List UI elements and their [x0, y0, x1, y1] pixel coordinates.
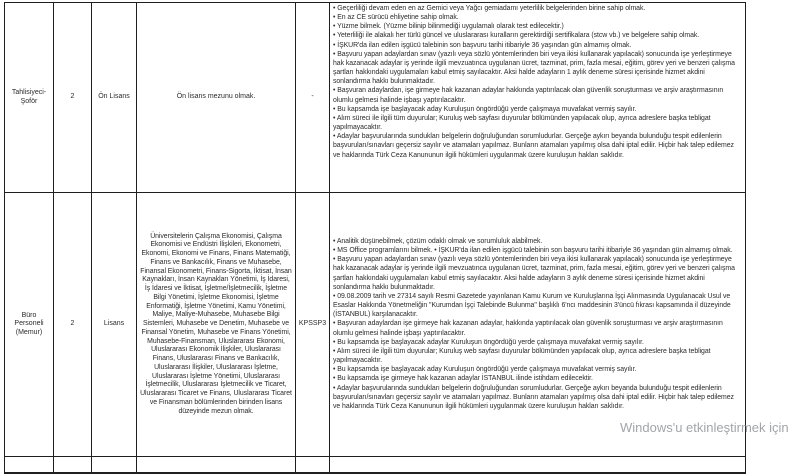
condition-item: • Başvuran adaylardan işe girmeye hak kazanan adaylar, hakkında yaptırılacak olan güvenlik soruşturması ve arşiv araştırmasının olumlu gelmesi halinde işbaşı yaptırılacaktır. [333, 320, 723, 337]
condition-item: • En az CE sürücü ehliyetine sahip olmak. [333, 14, 459, 22]
position-title: Tahlisiyeci-Şoför [11, 88, 47, 105]
partial-row-cell [92, 457, 137, 473]
partial-row-cell [137, 457, 296, 473]
condition-item: • 09.08.2009 tarih ve 27314 sayılı Resmi Gazetede yayınlanan Kamu Kurum ve Kuruluşlarına İşçi Alınmasında Uygulanacak Usul ve Esaslar Hakkında Yönetmeliğin "Kurumdan İşçi Talebinde Bulunma" başlıklı 6'ncı maddesinin 3'üncü fıkrası kapsamında il düzeyinde (İSTANBUL) karşılanacaktır. [333, 292, 731, 319]
condition-item: • Bu kapsamda işe başlayacak adaylar Kuruluşun öngördüğü yerde çalışmaya muvafakat vermiş sayılır. [333, 338, 644, 346]
condition-item: • Bu kapsamda işe girmeye hak kazanan adaylar İSTANBUL ilinde istihdam edilecektir. [333, 375, 593, 383]
condition-item: • Alım süreci ile ilgili tüm duyurular; Kuruluş web sayfası duyurular bölümünden yapılacak olup, ayrıca adreslere başka tebligat yapılmayacaktır. [333, 347, 711, 365]
education-level: Ön Lisans [98, 93, 130, 101]
cell-position-count [54, 193, 92, 457]
partial-row-cell [330, 457, 745, 473]
job-posting-table [4, 2, 746, 474]
cell-exam-type [296, 3, 330, 193]
condition-item: • Bu kapsamda işe başlayacak aday Kuruluşun öngördüğü yerde çalışmaya muvafakat vermiş sayılır. [333, 366, 637, 374]
condition-item: • Başvuran adaylardan, işe girmeye hak kazanan adaylar hakkında yaptırılacak olan güvenlik soruşturması ve arşiv araştırmasının olumlu gelmesi halinde işbaşı yaptırılacaktır. [333, 87, 724, 104]
condition-item: • Bu kapsamda işe başlayacak aday Kuruluşun öngördüğü yerde çalışmaya muvafakat vermiş sayılır. [333, 105, 637, 113]
condition-item: • Adaylar başvurularında sundukları belgelerin doğruluğundan sorumludurlar. Gerçeğe aykırı beyanda bulunduğu tespit edilenlerin başvuruları/sınavları geçersiz sayılır ve atamaları yapılmaz. Bunların atamaları yapılmış olsa dahi iptal edilir. Hiçbir hak talep edilemez ve haklarında Türk Ceza Kanununun ilgili hükümleri uygulanmak üzere kuruluşun hakları saklıdır. [333, 384, 734, 410]
condition-item: • Analitik düşünebilmek, çözüm odaklı olmak ve sorumluluk alabilmek. [333, 238, 543, 246]
position-count: 2 [70, 320, 75, 328]
cell-position-title [5, 193, 54, 457]
condition-item: • Yeterliliği ile alakalı her türlü güncel ve uluslararası kuralların gerektirdiği sertifikalara (stcw vb.) ve belgelere sahip olmak. [333, 32, 700, 40]
cell-position-count [54, 3, 92, 193]
education-requirement: Ön lisans mezunu olmak. [176, 93, 256, 101]
cell-education-level [92, 3, 137, 193]
cell-conditions [330, 193, 745, 457]
condition-item: • Başvuru yapan adaylardan sınav (yazılı veya sözlü yöntemlerinden biri veya ikisi kullanarak yapılacak) sonucunda işe yerleştirmeye hak kazanacak adaylar iş yerinde ilgili mevzuatınca uygulanan ücret, tazminat, prim, fazla mesai, eğitim, görev yeri ve benzeri çalışma şartları hakkındaki uygulamaları kabul etmiş sayılacaktır. Aksi halde adayların 1 aylık deneme süresi içerisinde hizmet akdini sonlandırma hakkı bulunmaktadır. [333, 50, 735, 86]
position-title: Büro Personeli (Memur) [14, 311, 44, 336]
condition-item: • Adaylar başvurularında sundukları belgelerin doğruluğundan sorumludurlar. Gerçeğe aykırı beyanda bulunduğu tespit edilenlerin başvuruları/sınavları geçersiz sayılır ve atamaları yapılmaz. Bunların atamaları yapılmış olsa dahi iptal edilir. Hiçbir hak talep edilemez ve haklarında Türk Ceza Kanununun ilgili hükümleri uygulanmak üzere kuruluşun hakları saklıdır. [333, 133, 734, 159]
cell-position-title [5, 3, 54, 193]
windows-activation-watermark: Windows'u etkinleştirmek için [620, 420, 789, 435]
partial-row-cell [54, 457, 92, 473]
condition-item: • Başvuru yapan adaylardan sınav (yazılı veya sözlü yöntemlerinden biri veya ikisi kullanarak yapılacak) sonucunda işe yerleştirmeye hak kazanacak adaylar iş yerinde ilgili mevzuatınca uygulanan ücret, tazminat, prim, fazla mesai, eğitim, görev yeri ve benzeri çalışma şartları hakkındaki uygulamaları kabul etmiş sayılacaktır. Aksi halde adayların 3 aylık deneme süresi içerisinde hizmet akdini sonlandırma hakkı bulunmaktadır. [333, 256, 735, 291]
condition-item: • MS Office programlarını bilmek. • İŞKUR'da ilan edilen işgücü talebinin son başvuru tarihi itibariyle 36 yaşından gün almamış olmak. [333, 247, 733, 255]
partial-row-cell [5, 457, 54, 473]
education-requirement: Üniversitelerin Çalışma Ekonomisi, Çalışma Ekonomisi ve Endüstri İlişkileri, Ekonometri, Ekonomi, Ekonomi ve Finans, Finans Matematiği, Finans ve Bankacılık, Finans ve Muhasebe, Finansal Ekonometri, Finans-Sigorta, İktisat, İnsan Kaynakları, İnsan Kaynakları Yönetimi, İş İdaresi, İş İdaresi ve İktisat, İşletme/İşletmecilik, İşletme Bilgi Yönetimi, İşletme Ekonomisi, İşletme Enformatiği, İşletme Yönetimi, Kamu Yönetimi, Maliye, Maliye-Muhasebe, Muhasebe Bilgi Sistemleri, Muhasebe ve Denetim, Muhasebe ve Finansal Yönetim, Muhasebe ve Finans Yönetimi, Muhasebe-Finansman, Uluslararası Ekonomi, Uluslararası Ekonomik İlişkiler, Uluslararası Finans, Uluslararası Finans ve Bankacılık, Uluslararası İlişkiler, Uluslararası İşletme, Uluslararası İşletme Yönetimi, Uluslararası İşletmecilik, Uluslararası İşletmecilik ve Ticaret, Uluslararası Ticaret ve Finans, Uluslararası Ticaret ve Finansman bölümlerinden birinden lisans düzeyinde mezun olmak. [140, 232, 292, 415]
condition-item: • Alım süreci ile ilgili tüm duyurular; Kuruluş web sayfası duyurular bölümünden yapılacak olup, ayrıca adreslere başka tebligat yapılmayacaktır. [333, 114, 711, 132]
cell-exam-type [296, 193, 330, 457]
exam-type: - [311, 93, 314, 101]
education-level: Lisans [103, 320, 125, 328]
cell-education-requirement [137, 3, 296, 193]
condition-item: • İŞKUR'da ilan edilen işgücü talebinin son başvuru tarihi itibariyle 36 yaşından gün almamış olmak. [333, 41, 632, 49]
position-count: 2 [70, 93, 75, 101]
cell-education-requirement [137, 193, 296, 457]
cell-education-level [92, 193, 137, 457]
cell-conditions [330, 3, 745, 193]
condition-item: • Geçerliliği devam eden en az Gemici veya Yağcı gemiadamı yeterlilik belgelerinden birine sahip olmak. [333, 5, 646, 12]
exam-type: KPSSP3 [298, 320, 327, 328]
condition-item: • Yüzme bilmek. (Yüzme bilinip bilinmediği uygulamalı olarak test edilecektir.) [333, 23, 564, 31]
partial-row-cell [296, 457, 330, 473]
